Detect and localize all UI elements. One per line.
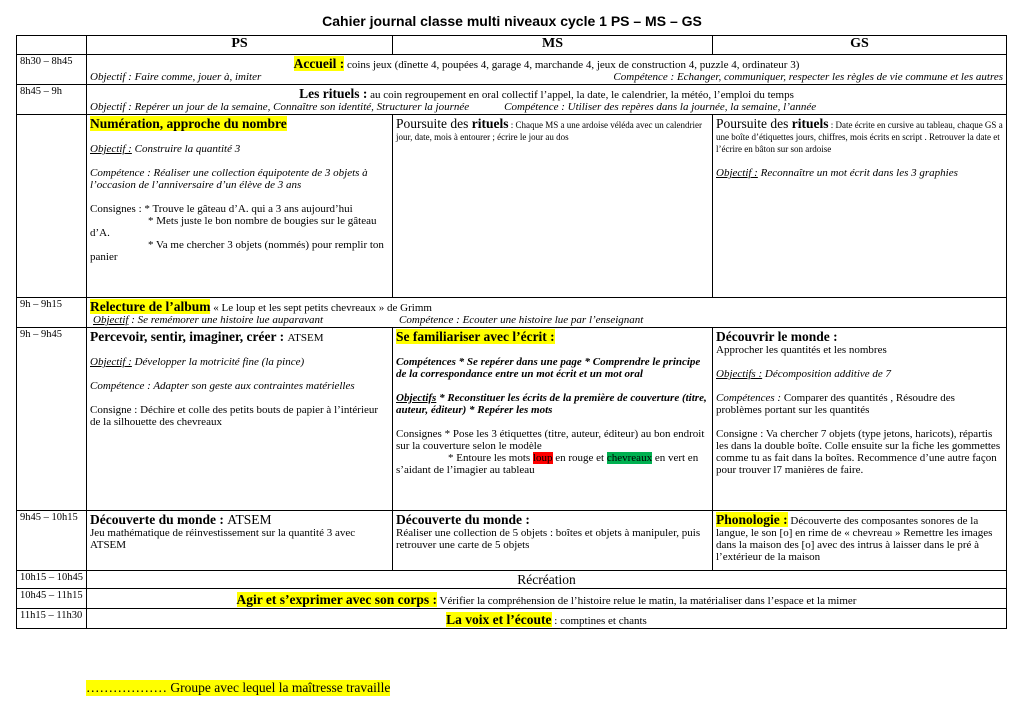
row-relecture [17,298,1007,328]
relecture-obj-text: : Se remémorer une histoire lue auparavant [128,314,324,326]
relecture-text: « Le loup et les sept petits chevreaux » de Grimm [210,302,432,314]
gs-monde-obj-text: Décomposition additive de 7 [762,368,892,380]
gs-monde-comp-text: Comparer des quantités , Résoudre des problèmes portant sur les quantités [716,392,955,416]
ms-rituels-text: Chaque MS a une ardoise véléda avec un calendrier jour, date, mois à entourer ; écrire le jour au dos [396,120,702,142]
gs-rituels-cell [713,115,1007,298]
journal-table [16,35,1007,629]
legend-footer [86,680,390,696]
recreation-cell: Récréation [87,571,1007,589]
relecture-competence: Compétence : Ecouter une histoire lue par l’enseignant [399,314,644,326]
ps-percevoir-obj-text: Développer la motricité fine (la pince) [131,356,305,368]
voix-cell [87,609,1007,629]
relecture-obj-label: Objectif [93,314,129,326]
time-cell: 9h – 9h45 [17,328,87,511]
rituels-objectif: Objectif : Repérer un jour de la semaine, Connaître son identité, Structurer la journée [90,101,470,113]
ms-rituels-cell [393,115,713,298]
ps-decouverte-cell [87,511,393,571]
ps-atsem: ATSEM [287,332,324,344]
gs-monde-line1: Approcher les quantités et les nombres [716,344,887,356]
gs-obj-text: Reconnaître un mot écrit dans les 3 graphies [757,167,958,179]
ms-word-loup: loup [532,452,553,464]
ps-decouverte-text: Jeu mathématique de réinvestissement sur la quantité 3 avec ATSEM [90,527,356,551]
accueil-competence: Compétence : Echanger, communiquer, respecter les règles de vie commune et les autres [613,71,1003,83]
time-cell-empty [17,115,87,298]
row-agir [17,589,1007,609]
row-decouverte [17,511,1007,571]
ps-percevoir-comp: Compétence : Adapter son geste aux contraintes matérielles [90,380,355,392]
ms-entoure-a: * Entoure les mots [448,452,533,464]
time-cell: 9h45 – 10h15 [17,511,87,571]
ps-percevoir-consigne: Consigne : Déchire et colle des petits bouts de papier à l’intérieur de la silhouette des chevreaux [90,404,379,428]
ms-ecrit-consignes: Consignes * Pose les 3 étiquettes (titre, auteur, éditeur) au bon endroit sur la couverture selon le modèle [396,428,705,452]
ms-ecrit-title: Se familiariser avec l’écrit : [396,329,555,344]
ms-entoure-c: en vert en s’aidant de l’imagier au tableau [396,452,699,476]
voix-text: : comptines et chants [551,615,647,627]
gs-phonologie-text: Découverte des composantes sonores de la langue, le son [o] en rime de « chevreau » Remettre les images dans la maison des [o] avec des intrus à laisser dans le pré à l’extérieur de la maison [716,515,993,563]
gs-monde-comp-label: Compétences : [716,392,782,404]
ms-decouverte-title: Découverte du monde : [396,512,530,527]
rituels-text: au coin regroupement en oral collectif l’appel, la date, le calendrier, la météo, l’emploi du temps [367,89,794,101]
ms-rituels-title-c: : [508,120,516,130]
gs-phonologie-cell [713,511,1007,571]
header-empty [17,36,87,55]
header-row [17,36,1007,55]
ms-rituels-title-a: Poursuite des [396,116,472,131]
ps-competence: Compétence : Réaliser une collection équipotente de 3 objets à l’occasion de l’anniversaire d’un élève de 3 ans [90,167,368,191]
gs-monde-cell [713,328,1007,511]
ms-ecrit-cell [393,328,713,511]
row-activites [17,328,1007,511]
time-cell: 10h15 – 10h45 [17,571,87,589]
gs-phonologie-title: Phonologie : [716,512,788,527]
gs-monde-obj-label: Objectifs : [716,368,763,380]
ms-ecrit-obj-label: Objectifs [396,392,437,404]
ps-consigne-3: * Va me chercher 3 objets (nommés) pour remplir ton panier [90,239,384,263]
time-cell: 11h15 – 11h30 [17,609,87,629]
ps-obj-text: Construire la quantité 3 [131,143,241,155]
relecture-label: Relecture de l’album [90,299,211,314]
header-gs: GS [713,36,1007,55]
ps-decouverte-atsem: ATSEM [227,512,272,527]
ps-decouverte-title: Découverte du monde : [90,512,228,527]
accueil-text: coins jeux (dînette 4, poupées 4, garage 4, marchande 4, jeux de construction 4, puzzle 4, ordinateur 3) [344,59,800,71]
gs-monde-consigne: Consigne : Va chercher 7 objets (type jetons, haricots), répartis les dans la double boîte. Colle ensuite sur la fiche les gommettes comme tu as fait dans la boîtes. Recommence d’une autre façon pour trouver l7 manières de faire. [716,428,1001,476]
row-accueil [17,55,1007,85]
time-cell: 10h45 – 11h15 [17,589,87,609]
gs-obj-label: Objectif : [716,167,758,179]
row-numeration [17,115,1007,298]
header-ms: MS [393,36,713,55]
ms-rituels-title-b: rituels [471,116,509,131]
header-ps: PS [87,36,393,55]
gs-rituels-title-c: : [828,120,836,130]
ps-percevoir-cell [87,328,393,511]
time-cell: 8h30 – 8h45 [17,55,87,85]
agir-text: Vérifier la compréhension de l’histoire relue le matin, la matérialiser dans l’espace et la mimer [436,595,857,607]
relecture-cell [87,298,1007,328]
time-cell: 9h – 9h15 [17,298,87,328]
row-recreation [17,571,1007,589]
ps-consigne-2: * Mets juste le bon nombre de bougies sur le gâteau d’A. [90,215,377,239]
ms-ecrit-comp: Compétences * Se repérer dans une page * Comprendre le principe de la correspondance entre un mot écrit et un mot oral [396,356,701,380]
accueil-label: Accueil : [293,56,345,71]
rituels-competence: Compétence : Utiliser des repères dans la journée, la semaine, l’année [504,101,817,113]
accueil-cell [87,55,1007,85]
gs-rituels-text: Date écrite en cursive au tableau, chaque GS a une boîte d’étiquettes jours, chiffres, mois écrits en script . Retrouver la date et l’écrire en bâton sur son ardoise [716,120,1003,154]
ps-numeration-title: Numération, approche du nombre [90,116,287,131]
row-rituels [17,85,1007,115]
ps-percevoir-obj-label: Objectif : [90,356,132,368]
row-voix [17,609,1007,629]
ps-percevoir-title: Percevoir, sentir, imaginer, créer : [90,329,288,344]
agir-cell [87,589,1007,609]
rituels-label: Les rituels : [299,86,368,101]
legend-dots: ……………… [86,680,167,695]
voix-label: La voix et l’écoute [446,612,552,627]
time-cell: 8h45 – 9h [17,85,87,115]
ps-numeration-cell [87,115,393,298]
ms-ecrit-obj-text: * Reconstituer les écrits de la première de couverture (titre, auteur, éditeur) * Repérer les mots [396,392,707,416]
gs-rituels-title-a: Poursuite des [716,116,792,131]
ms-word-chevreaux: chevreaux [606,452,653,464]
ms-entoure-b: en rouge et [552,452,607,464]
agir-label: Agir et s’exprimer avec son corps : [236,592,437,607]
page-title: Cahier journal classe multi niveaux cycle 1 PS – MS – GS [322,13,702,29]
accueil-objectif: Objectif : Faire comme, jouer à, imiter [90,71,262,83]
ps-obj-label: Objectif : [90,143,132,155]
gs-rituels-title-b: rituels [791,116,829,131]
gs-monde-title: Découvrir le monde : [716,329,838,344]
legend-text: Groupe avec lequel la maîtresse travaille [167,680,391,695]
ps-consigne-1: Consignes : * Trouve le gâteau d’A. qui a 3 ans aujourd’hui [90,203,353,215]
rituels-cell [87,85,1007,115]
ms-decouverte-text: Réaliser une collection de 5 objets : boîtes et objets à manipuler, puis retrouver une carte de 5 objets [396,527,701,551]
ms-decouverte-cell [393,511,713,571]
